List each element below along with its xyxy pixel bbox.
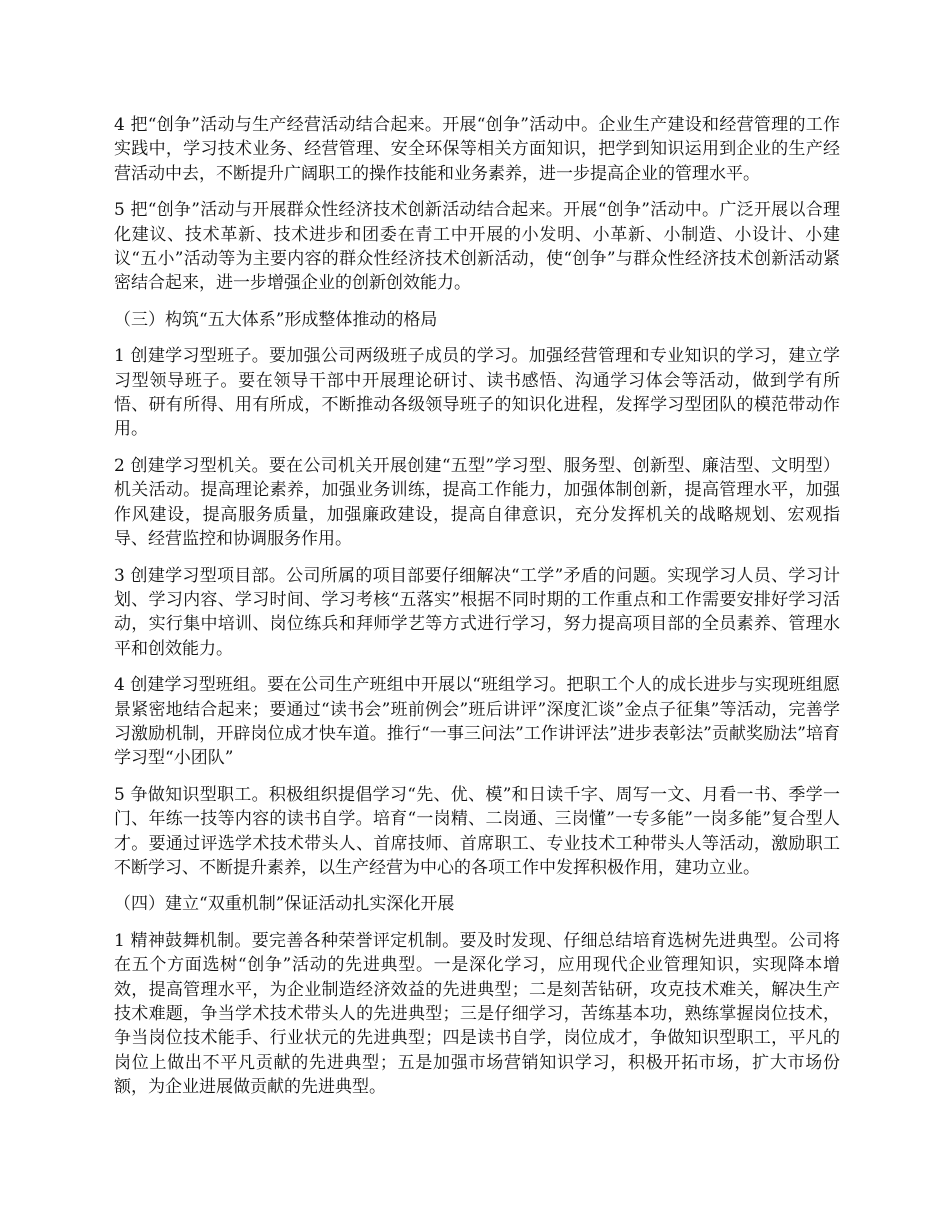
paragraph-learning-team: 4 创建学习型班组。要在公司生产班组中开展以“班组学习。把职工个人的成长进步与实现班组愿景紧密地结合起来；要通过“读书会”班前例会”班后讲评”深度汇谈”金点子征集”等活动，完善学习激励机制，开辟岗位成才快车道。推行“一事三问法”工作讲评法”进步表彰法”贡献奖励法”培育学习型“小团队” [114,675,840,769]
paragraph-combine-production: 4 把“创争”活动与生产经营活动结合起来。开展“创争”活动中。企业生产建设和经营管理的工作实践中，学习技术业务、经营管理、安全环保等相关方面知识，把学到知识运用到企业的生产经营活动中去，不断提升广阔职工的操作技能和业务素养，进一步提高企业的管理水平。 [114,115,840,184]
document-body [114,113,840,1112]
section-heading-dual-mechanism: （四）建立“双重机制”保证活动扎实深化开展 [114,894,455,915]
paragraph-learning-organs: 2 创建学习型机关。要在公司机关开展创建“五型”学习型、服务型、创新型、廉洁型、文明型）机关活动。提高理论素养，加强业务训练，提高工作能力，加强体制创新，提高管理水平，加强作风建设，提高服务质量，加强廉政建设，提高自律意识，充分发挥机关的战略规划、宏观指导、经营监控和协调服务作用。 [114,455,840,550]
section-heading-five-systems: （三）构筑“五大体系”形成整体推动的格局 [114,309,438,330]
paragraph-combine-innovation: 5 把“创争”活动与开展群众性经济技术创新活动结合起来。开展“创争”活动中。广泛开展以合理化建议、技术革新、技术进步和团委在青工中开展的小发明、小革新、小制造、小设计、小建议“五小”活动等为主要内容的群众性经济技术创新活动，使“创争”与群众性经济技术创新活动紧密结合起来，进一步增强企业的创新创效能力。 [114,200,840,294]
paragraph-knowledge-workers: 5 争做知识型职工。积极组织提倡学习“先、优、模”和日读千字、周写一文、月看一书、季学一门、年练一技等内容的读书自学。培育“一岗精、二岗通、三岗懂”一专多能”一岗多能”复合型人才。要通过评选学术技术带头人、首席技师、首席职工、专业技术工种带头人等活动，激励职工不断学习、不断提升素养，以生产经营为中心的各项工作中发挥积极作用，建功立业。 [114,784,840,878]
paragraph-learning-leadership: 1 创建学习型班子。要加强公司两级班子成员的学习。加强经营管理和专业知识的学习，建立学习型领导班子。要在领导干部中开展理论研讨、读书感悟、沟通学习体会等活动，做到学有所悟、研有所得、用有所成，不断推动各级领导班子的知识化进程，发挥学习型团队的模范带动作用。 [114,346,840,440]
paragraph-learning-project-dept: 3 创建学习型项目部。公司所属的项目部要仔细解决“工学”矛盾的问题。实现学习人员、学习计划、学习内容、学习时间、学习考核“五落实”根据不同时期的工作重点和工作需要安排好学习活动，实行集中培训、岗位练兵和拜师学艺等方式进行学习，努力提高项目部的全员素养、管理水平和创效能力。 [114,565,840,659]
paragraph-spirit-mechanism: 1 精神鼓舞机制。要完善各种荣誉评定机制。要及时发现、仔细总结培育选树先进典型。公司将在五个方面选树“创争”活动的先进典型。一是深化学习，应用现代企业管理知识，实现降本增效，提高管理水平，为企业制造经济效益的先进典型；二是刻苦钻研，攻克技术难关，解决生产技术难题，争当学术技术带头人的先进典型；三是仔细学习，苦练基本功，熟练掌握岗位技术，争当岗位技术能手、行业状元的先进典型；四是读书自学，岗位成才，争做知识型职工，平凡的岗位上做出不平凡贡献的先进典型；五是加强市场营销知识学习，积极开拓市场，扩大市场份额，为企业进展做贡献的先进典型。 [114,930,840,1098]
